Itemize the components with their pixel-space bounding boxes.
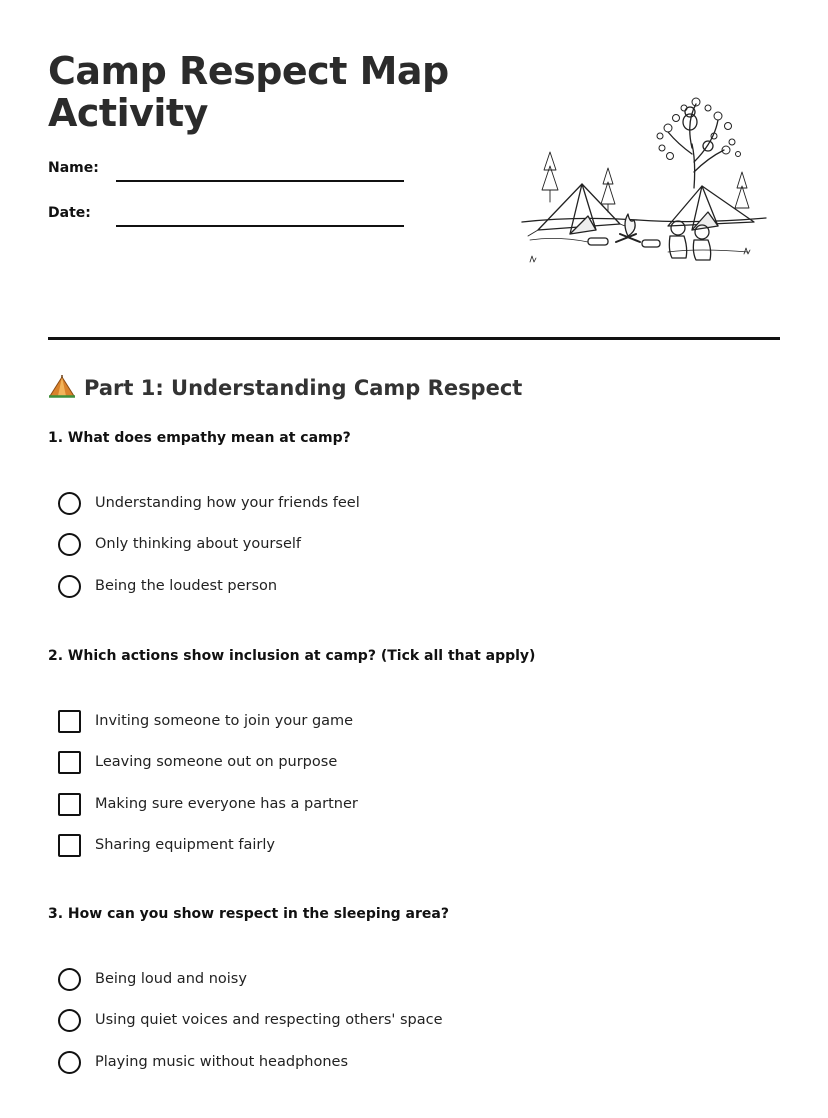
- option-label: Being the loudest person: [95, 578, 278, 594]
- date-label: Date:: [48, 205, 91, 221]
- q1-option-2[interactable]: [58, 532, 558, 558]
- q1-option-3[interactable]: [58, 574, 558, 600]
- radio-button[interactable]: [58, 1009, 81, 1032]
- option-label: Making sure everyone has a partner: [95, 796, 358, 812]
- name-field[interactable]: [48, 160, 408, 190]
- option-label: Using quiet voices and respecting others' space: [95, 1012, 443, 1028]
- question-2: 2. Which actions show inclusion at camp? (Tick all that apply): [48, 648, 536, 664]
- option-label: Inviting someone to join your game: [95, 713, 354, 729]
- question-3: 3. How can you show respect in the sleeping area?: [48, 906, 449, 922]
- date-field[interactable]: [48, 205, 408, 235]
- section-title-text: Part 1: Understanding Camp Respect: [84, 376, 523, 400]
- checkbox[interactable]: [58, 710, 81, 733]
- name-line[interactable]: [116, 180, 404, 182]
- option-label: Understanding how your friends feel: [95, 495, 360, 511]
- option-label: Playing music without headphones: [95, 1054, 348, 1070]
- q2-option-3[interactable]: [58, 792, 558, 818]
- radio-button[interactable]: [58, 492, 81, 515]
- radio-button[interactable]: [58, 1051, 81, 1074]
- q2-option-2[interactable]: [58, 750, 558, 776]
- option-label: Leaving someone out on purpose: [95, 754, 338, 770]
- section-divider: [48, 337, 780, 340]
- q1-option-1[interactable]: [58, 491, 558, 517]
- radio-button[interactable]: [58, 575, 81, 598]
- q2-option-4[interactable]: [58, 833, 558, 859]
- option-label: Only thinking about yourself: [95, 536, 302, 552]
- date-line[interactable]: [116, 225, 404, 227]
- option-label: Being loud and noisy: [95, 971, 247, 987]
- checkbox[interactable]: [58, 834, 81, 857]
- radio-button[interactable]: [58, 533, 81, 556]
- q3-option-1[interactable]: [58, 967, 558, 993]
- section-title: [48, 373, 522, 403]
- page-title: Camp Respect Map Activity: [48, 49, 449, 135]
- q2-option-1[interactable]: [58, 709, 558, 735]
- name-label: Name:: [48, 160, 99, 176]
- option-label: Sharing equipment fairly: [95, 837, 275, 853]
- checkbox[interactable]: [58, 751, 81, 774]
- checkbox[interactable]: [58, 793, 81, 816]
- q3-option-3[interactable]: [58, 1050, 558, 1076]
- q3-option-2[interactable]: [58, 1008, 558, 1034]
- tent-icon: [48, 374, 76, 398]
- camping-scene-icon: [518, 92, 770, 274]
- question-1: 1. What does empathy mean at camp?: [48, 430, 351, 446]
- radio-button[interactable]: [58, 968, 81, 991]
